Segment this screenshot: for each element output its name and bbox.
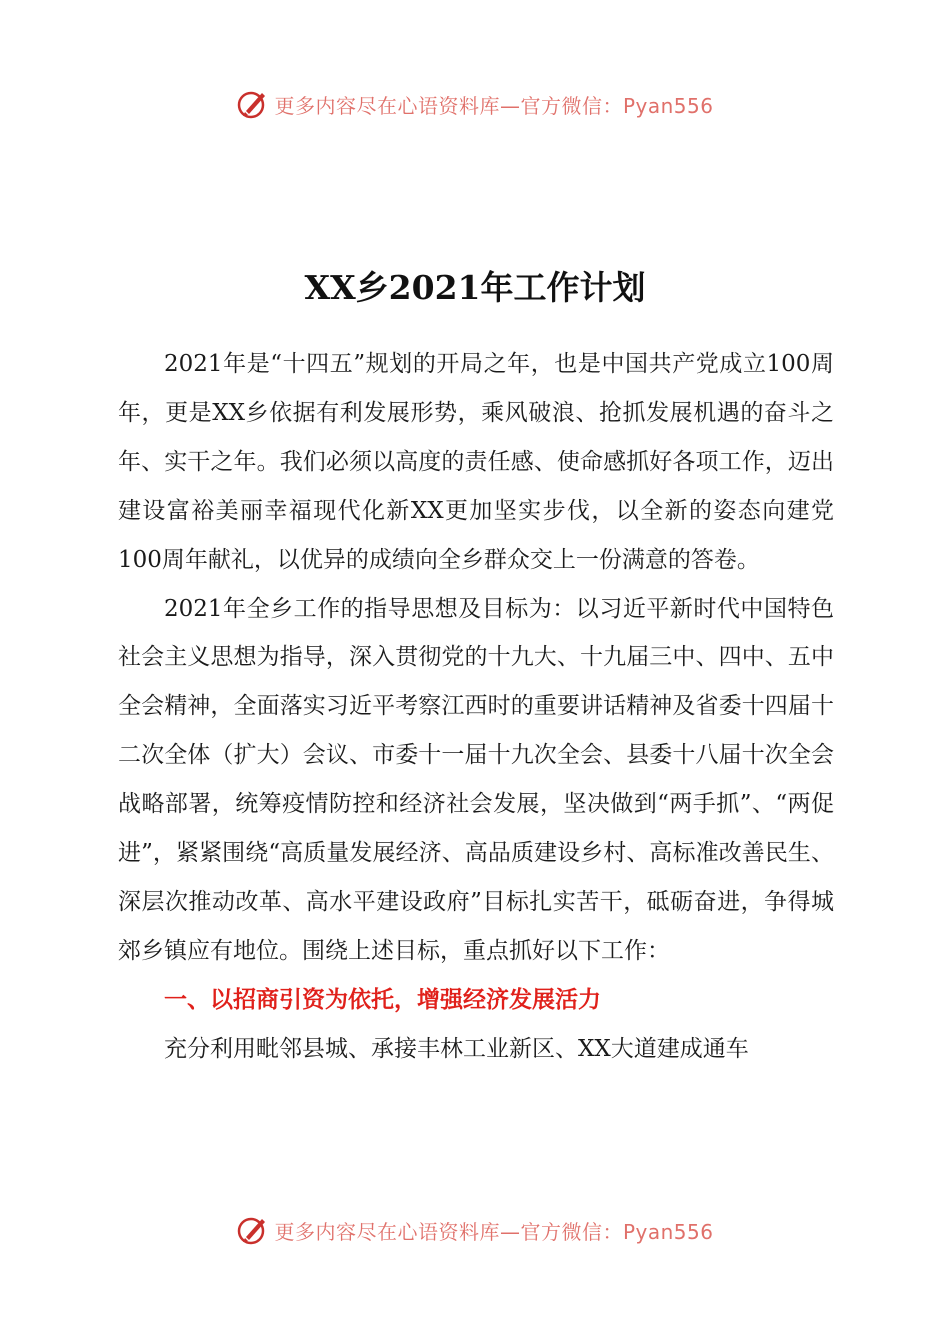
document-body [118,340,834,1074]
watermark-text: 更多内容尽在心语资料库—官方微信：Pyan556 [274,93,714,118]
pen-circle-icon [236,1213,270,1247]
watermark-text: 更多内容尽在心语资料库—官方微信：Pyan556 [274,1219,714,1244]
paragraph-guiding-ideology: 2021年全乡工作的指导思想及目标为：以习近平新时代中国特色社会主义思想为指导，深入贯彻党的十九大、十九届三中、四中、五中全会精神，全面落实习近平考察江西时的重要讲话精神及省委十四届十二次全体（扩大）会议、市委十一届十九次全会、县委十八届十次全会战略部署，统筹疫情防控和经济社会发展，坚决做到“两手抓”、“两促进”，紧紧围绕“高质量发展经济、高品质建设乡村、高标准改善民生、深层次推动改革、高水平建设政府”目标扎实苦干，砥砺奋进，争得城郊乡镇应有地位。围绕上述目标，重点抓好以下工作： [118,595,834,964]
section-heading: 一、以招商引资为依托，增强经济发展活力 [164,986,601,1013]
page-title: XX乡2021年工作计划 [304,268,646,307]
section-paragraph: 充分利用毗邻县城、承接丰林工业新区、XX大道建成通车 [164,1035,749,1062]
watermark-footer [0,1210,950,1250]
watermark-header [0,84,950,124]
paragraph-intro: 2021年是“十四五”规划的开局之年，也是中国共产党成立100周年，更是XX乡依据有利发展形势，乘风破浪、抢抓发展机遇的奋斗之年、实干之年。我们必须以高度的责任感、使命感抓好各项工作，迈出建设富裕美丽幸福现代化新XX更加坚实步伐，以全新的姿态向建党100周年献礼，以优异的成绩向全乡群众交上一份满意的答卷。 [118,351,834,573]
pen-circle-icon [236,87,270,121]
